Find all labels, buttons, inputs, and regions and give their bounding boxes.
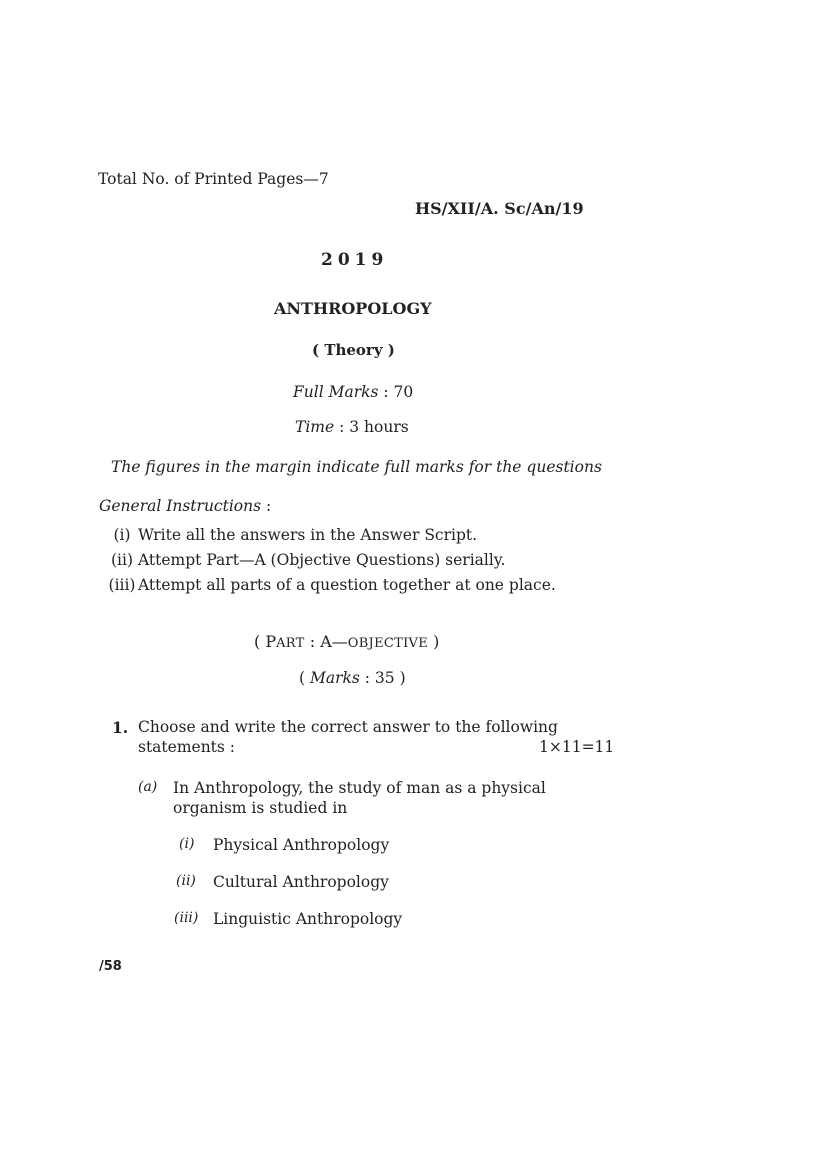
option-text: Linguistic Anthropology [213,910,403,928]
instruction-text: Attempt Part—A (Objective Questions) serially. [138,551,506,569]
instruction-number: (ii) [110,551,133,569]
instruction-item [106,551,626,569]
option-text: Physical Anthropology [213,836,390,854]
part-heading [254,632,439,651]
question-text-line: Choose and write the correct answer to the following [138,718,558,736]
option-label: (iii) [174,910,199,926]
part-open: ( P [254,632,277,651]
option-label: (i) [179,836,195,852]
general-instructions-heading [99,497,271,515]
subquestion-label: (a) [138,779,158,795]
instruction-number: (i) [113,526,131,544]
question-text-line: statements : [138,738,236,756]
marks-value: : 35 ) [359,669,406,687]
option-text: Cultural Anthropology [213,873,389,891]
paper-type: ( Theory ) [312,341,395,359]
exam-time [295,418,409,436]
gi-heading-text: General Instructions [99,497,262,515]
option-label: (ii) [176,873,196,889]
instruction-text: Attempt all parts of a question together at one place. [138,576,556,594]
margin-note: The figures in the margin indicate full marks for the questions [111,458,602,476]
part-section: OBJECTIVE [347,636,428,651]
marks-open: ( [299,669,310,687]
marks-label: Marks [309,669,360,687]
paper-code: HS/XII/A. Sc/An/19 [415,199,584,218]
printed-pages-count: Total No. of Printed Pages—7 [98,170,329,188]
instruction-item [106,526,626,544]
instruction-text: Write all the answers in the Answer Script. [138,526,478,544]
time-label: Time [295,418,335,436]
full-marks-value: : 70 [378,383,414,401]
exam-subject: ANTHROPOLOGY [274,299,432,318]
part-close: ) [428,632,440,651]
question-number: 1. [112,718,129,737]
full-marks-label: Full Marks [293,383,379,401]
time-value: : 3 hours [334,418,409,436]
instruction-item [106,576,626,594]
part-marks [299,669,406,687]
subquestion-text-line: In Anthropology, the study of man as a physical [173,779,546,797]
full-marks [293,383,413,401]
subquestion-text-line: organism is studied in [173,799,348,817]
footer-code: /58 [99,959,122,974]
question-marks: 1×11=11 [539,738,615,756]
part-word-rest: ART [276,636,305,651]
exam-year: 2019 [321,250,389,270]
gi-heading-colon: : [261,497,272,515]
instruction-number: (iii) [108,576,136,594]
part-colon: : A— [304,632,348,651]
